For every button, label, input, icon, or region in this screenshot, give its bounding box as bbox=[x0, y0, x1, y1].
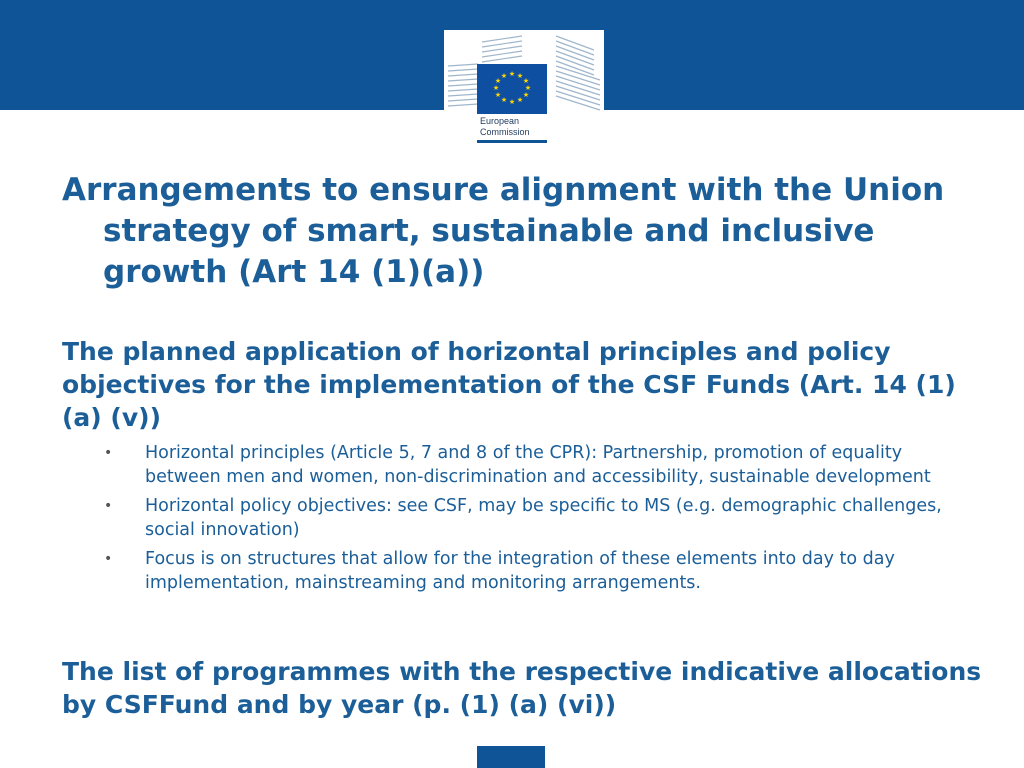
berlaymont-building-icon bbox=[444, 30, 604, 114]
list-item-text: Focus is on structures that allow for the integration of these elements into day to day implementation, mainstreaming and monitoring arrangements. bbox=[145, 549, 895, 593]
list-item-text: Horizontal principles (Article 5, 7 and 8 of the CPR): Partnership, promotion of equality between men and women, non-discrimination and accessibility, sustainable development bbox=[145, 443, 931, 487]
section-heading-programme-list: The list of programmes with the respective indicative allocations by CSFFund and by year (p. (1) (a) (vi)) bbox=[62, 657, 982, 719]
svg-text:★: ★ bbox=[516, 72, 524, 80]
european-commission-logo bbox=[444, 30, 604, 144]
footer-tab bbox=[477, 746, 545, 768]
svg-text:★: ★ bbox=[522, 77, 530, 85]
logo-caption bbox=[480, 116, 580, 138]
svg-text:★: ★ bbox=[508, 98, 516, 106]
section-heading-horizontal-principles: The planned application of horizontal principles and policy objectives for the implementation of the CSF Funds (Art. 14 (1) (a) (v)) bbox=[62, 337, 956, 432]
logo-line-1: European bbox=[480, 116, 520, 126]
list-item-text: Horizontal policy objectives: see CSF, may be specific to MS (e.g. demographic challenges, social innovation) bbox=[145, 496, 942, 540]
svg-text:★: ★ bbox=[524, 84, 532, 92]
bullet-icon: • bbox=[104, 498, 113, 514]
list-item bbox=[100, 494, 980, 542]
list-item bbox=[100, 441, 980, 489]
svg-text:★: ★ bbox=[492, 84, 500, 92]
list-item bbox=[100, 547, 980, 595]
svg-text:★: ★ bbox=[516, 96, 524, 104]
bullet-list bbox=[100, 441, 980, 600]
svg-text:★: ★ bbox=[500, 72, 508, 80]
bullet-icon: • bbox=[104, 551, 113, 567]
slide-title: Arrangements to ensure alignment with the Union strategy of smart, sustainable and inclusive growth (Art 14 (1)(a)) bbox=[62, 172, 945, 290]
bullet-icon: • bbox=[104, 445, 113, 461]
svg-text:★: ★ bbox=[522, 91, 530, 99]
svg-text:★: ★ bbox=[494, 91, 502, 99]
logo-line-2: Commission bbox=[480, 127, 530, 137]
logo-underline bbox=[477, 140, 547, 143]
svg-text:★: ★ bbox=[494, 77, 502, 85]
svg-text:★: ★ bbox=[508, 70, 516, 78]
svg-text:★: ★ bbox=[500, 96, 508, 104]
